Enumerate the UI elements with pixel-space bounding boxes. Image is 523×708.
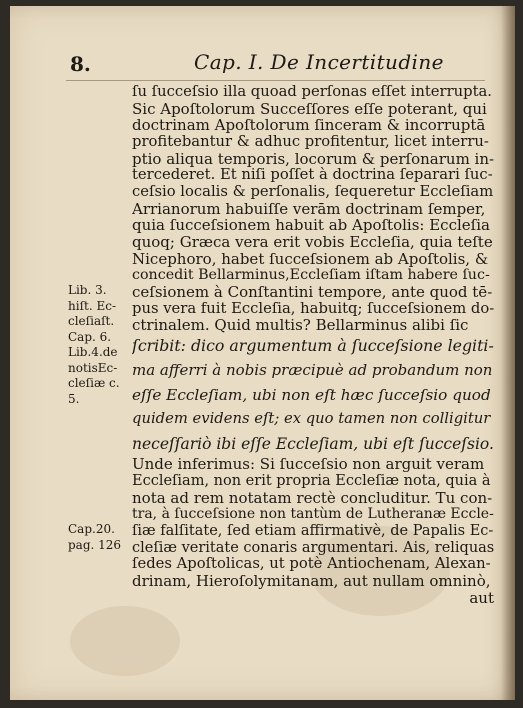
margin-notes [68,6,138,700]
text-line: tercederet. Et niſi poſſet à doctrina ſeparari ſuc- [132,167,493,184]
book-page [10,6,515,700]
text-line: ſcribit: dico argumentum à ſucceſsione legiti- [132,335,494,355]
page-number: 8. [70,52,91,76]
text-line: ſiæ falſitate, ſed etiam affirmativè, de Papalis Ec- [132,522,494,539]
text-line: eſſe Eccleſiam, ubi non eſt hæc ſucceſsio quod [132,385,491,404]
text-line: Sic Apoſtolorum Succeſſores eſſe poterant, qui [132,100,487,118]
text-line: Unde inferimus: Si ſucceſsio non arguit veram [132,456,485,473]
text-line: drinam, Hieroſolymitanam, aut nullam omninò, [132,572,491,590]
text-line: ſedes Apoſtolicas, ut potè Antiochenam, Alexan- [132,556,491,573]
text-line: cleſiæ veritate conaris argumentari. Ais, reliquas [132,539,494,556]
catchword: aut [469,589,494,607]
text-line: ctrinalem. Quid multis? Bellarminus alibi ſic [132,317,469,334]
text-line: tra, à ſucceſsione non tantùm de Lutheranæ Eccle- [132,506,494,523]
text-line: neceſſariò ibi eſſe Eccleſiam, ubi eſt ſucceſsio. [132,434,494,453]
text-line: quoq; Græca vera erit vobis Eccleſia, quia teſte [132,233,493,251]
text-line: quidem evidens eſt; ex quo tamen non colligitur [132,410,491,428]
text-line: pus vera fuit Eccleſia, habuitq; ſucceſsionem do- [132,300,494,317]
text-line: nota ad rem notatam rectè concluditur. Tu con- [132,489,493,507]
text-line: ceſsio localis & perſonalis, ſequeretur Eccleſiam [132,183,494,200]
text-line: concedit Bellarminus,Eccleſiam iſtam habere ſuc- [132,267,490,284]
text-line: ceſsionem à Conſtantini tempore, ante quod tē- [132,283,493,301]
text-line: ma afferri à nobis præcipuè ad probandum non [132,361,493,380]
margin-note: Cap.20. pag. 126 [68,522,122,552]
text-line: doctrinam Apoſtolorum ſinceram & incorruptā [132,117,486,134]
text-line: quia ſucceſsionem habuit ab Apoſtolis: Eccleſia [132,217,490,234]
page-gutter-shadow [501,6,515,700]
text-line: ſu ſucceſsio illa quoad perſonas eſſet interrupta. [132,84,492,100]
margin-note: Lib. 3. hiſt. Ec- cleſiaſt. Cap. 6. Lib.4.de notisEc- cleſiæ c. 5. [68,283,120,406]
running-head: Cap. I. De Incertitudine [194,50,444,74]
text-line: ptio aliqua temporis, locorum & perſonarum in- [132,150,494,168]
text-line: profitebantur & adhuc profitentur, licet interru- [132,133,489,150]
text-line: Nicephoro, habet ſucceſsionem ab Apoſtolis, & [132,250,489,268]
text-line: Eccleſiam, non erit propria Eccleſiæ nota, quia à [132,473,491,489]
text-line: Arrianorum habuiſſe verām doctrinam ſemper, [132,200,486,218]
main-text-block [132,84,494,606]
